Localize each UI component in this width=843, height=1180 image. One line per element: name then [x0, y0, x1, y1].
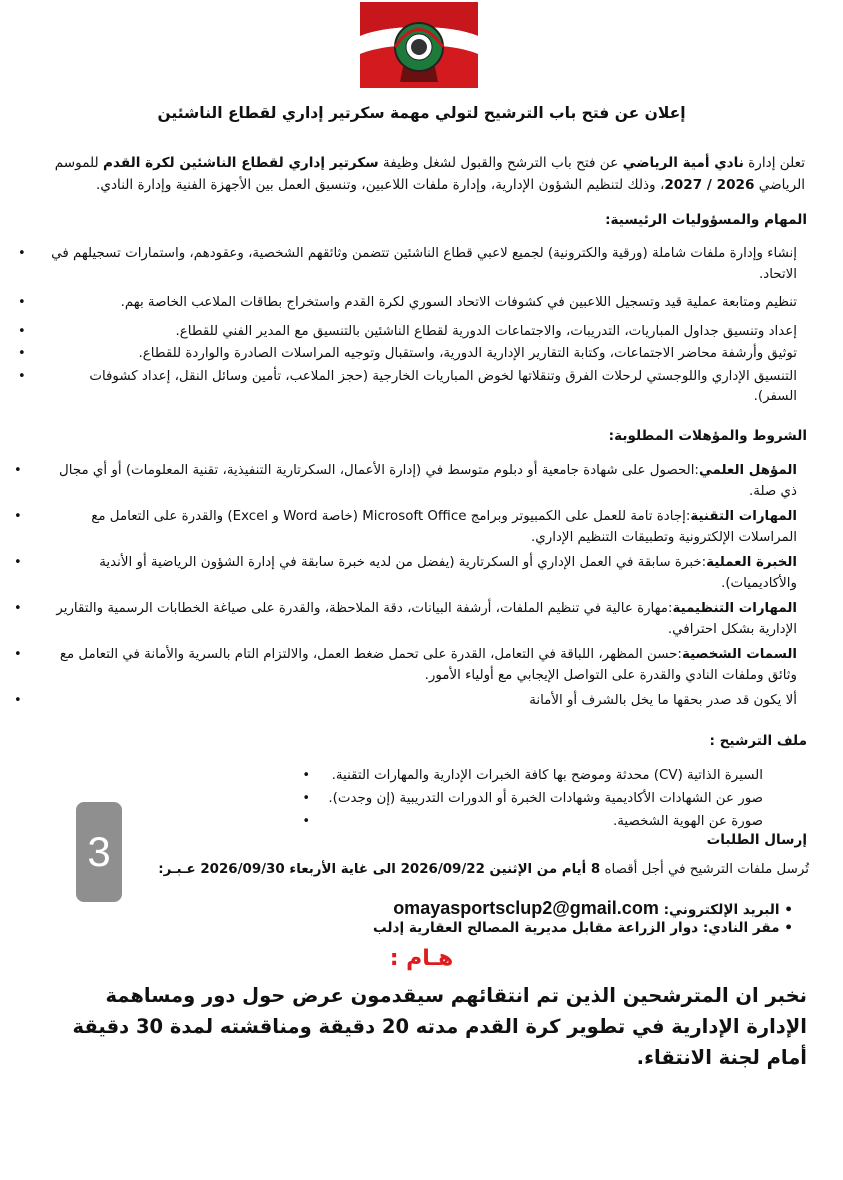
duties-list — [44, 244, 797, 408]
list-item: التنسيق الإداري واللوجستي لرحلات الفرق وتنقلاتها لخوض المباريات الخارجية (حجز الملاعب، تأمين وسائل النقل، إعداد كشوفات السفر). • — [44, 367, 797, 408]
page-number-badge: 3 — [76, 802, 122, 902]
list-item: توثيق وأرشفة محاضر الاجتماعات، وكتابة التقارير الإدارية الدورية، واستقبال وتوجيه المراسلات الصادرة والواردة للقطاع. • — [44, 344, 797, 365]
list-item: إعداد وتنسيق جداول المباريات، التدريبات، والاجتماعات الدورية لقطاع الناشئين بالتنسيق مع المدير الفني للقطاع. • — [44, 322, 797, 343]
requirements-list — [40, 460, 797, 711]
email-line: • البريد الإلكتروني: omayasportsclup2@gmail.com — [393, 898, 793, 918]
list-item: المؤهل العلمي:الحصول على شهادة جامعية أو دبلوم متوسط في (إدارة الأعمال، السكرتارية التنفيذية، تقنية المعلومات) أو أي مجال ذي صلة. • — [40, 460, 797, 502]
requirements-heading: الشروط والمؤهلات المطلوبة: — [608, 428, 807, 444]
duties-heading: المهام والمسؤوليات الرئيسية: — [605, 212, 807, 228]
page-title: إعلان عن فتح باب الترشيح لتولي مهمة سكرتير إداري لقطاع الناشئين — [157, 104, 686, 122]
list-item: ألا يكون قد صدر بحقها ما يخل بالشرف أو الأمانة • — [40, 690, 797, 711]
email-link[interactable]: omayasportsclup2@gmail.com — [393, 898, 659, 918]
important-label: هـام : — [389, 946, 454, 971]
address-line: • مقر النادي: دوار الزراعة مقابل مديرية المصالح العقارية إدلب — [372, 920, 793, 936]
list-item: تنظيم ومتابعة عملية قيد وتسجيل اللاعبين في كشوفات الاتحاد السوري لكرة القدم واستخراج بطاقات الملاعب الخاصة بهم. • — [44, 293, 797, 314]
list-item: الخبرة العملية:خبرة سابقة في العمل الإداري أو السكرتارية (يفضل من لديه خبرة سابقة في إدارة الشؤون الرياضية أو الأندية والأكاديميات). • — [40, 552, 797, 594]
list-item: صور عن الشهادات الأكاديمية وشهادات الخبرة أو الدورات التدريبية (إن وجدت). • — [328, 787, 763, 810]
send-deadline: تُرسل ملفات الترشيح في أجل أقصاه 8 أيام من الإثنين 2026/09/22 الى غاية الأربعاء 2026/09/30 عـبـر: — [158, 862, 809, 877]
bullet-icon: • — [784, 902, 793, 918]
file-heading: ملف الترشيح : — [709, 733, 807, 749]
important-note: نخبر ان المترشحين الذين تم انتقائهم سيقدمون عرض حول دور ومساهمة الإدارة الإدارية في تطوير كرة القدم مدته 20 دقيقة ومناقشته لمدة 30 دقيقة أمام لجنة الانتقاء. — [72, 984, 807, 1069]
list-item: صورة عن الهوية الشخصية. • — [328, 810, 763, 833]
list-item: السمات الشخصية:حسن المظهر، اللباقة في التعامل، القدرة على تحمل ضغط العمل، والالتزام التام بالسرية والأمانة في التعامل مع وثائق وملفات النادي والقدرة على التواصل الإيجابي مع أولياء الأمور. • — [40, 644, 797, 686]
bullet-icon: • — [784, 920, 793, 936]
club-logo — [360, 2, 478, 88]
list-item: المهارات التقنية:إجادة تامة للعمل على الكمبيوتر وبرامج Microsoft Office (خاصة Word و Excel) والقدرة على التعامل مع المراسلات الإلكترونية وتطبيقات التنظيم الإداري. • — [40, 506, 797, 548]
list-item: المهارات التنظيمية:مهارة عالية في تنظيم الملفات، أرشفة البيانات، دقة الملاحظة، والقدرة على صياغة الخطابات الرسمية والتقارير الإدارية بشكل احترافي. • — [40, 598, 797, 640]
intro-paragraph: تعلن إدارة نادي أمية الرياضي عن فتح باب الترشح والقبول لشغل وظيفة سكرتير إداري لقطاع الناشئين لكرة القدم للموسم الرياضي 2027 / 2026، وذلك لتنظيم الشؤون الإدارية، وإدارة ملفات اللاعبين، وتنسيق العمل بين الأجهزة الفنية وإدارة النادي. — [54, 155, 805, 193]
list-item: إنشاء وإدارة ملفات شاملة (ورقية والكترونية) لجميع لاعبي قطاع الناشئين تتضمن وثائقهم الشخصية، وعقودهم، واستمارات تسجيلهم في الاتحاد. • — [44, 244, 797, 285]
list-item: السيرة الذاتية (CV) محدثة وموضح بها كافة الخبرات الإدارية والمهارات التقنية. • — [328, 764, 763, 787]
send-heading: إرسال الطلبات — [706, 832, 807, 848]
file-list — [328, 764, 763, 833]
